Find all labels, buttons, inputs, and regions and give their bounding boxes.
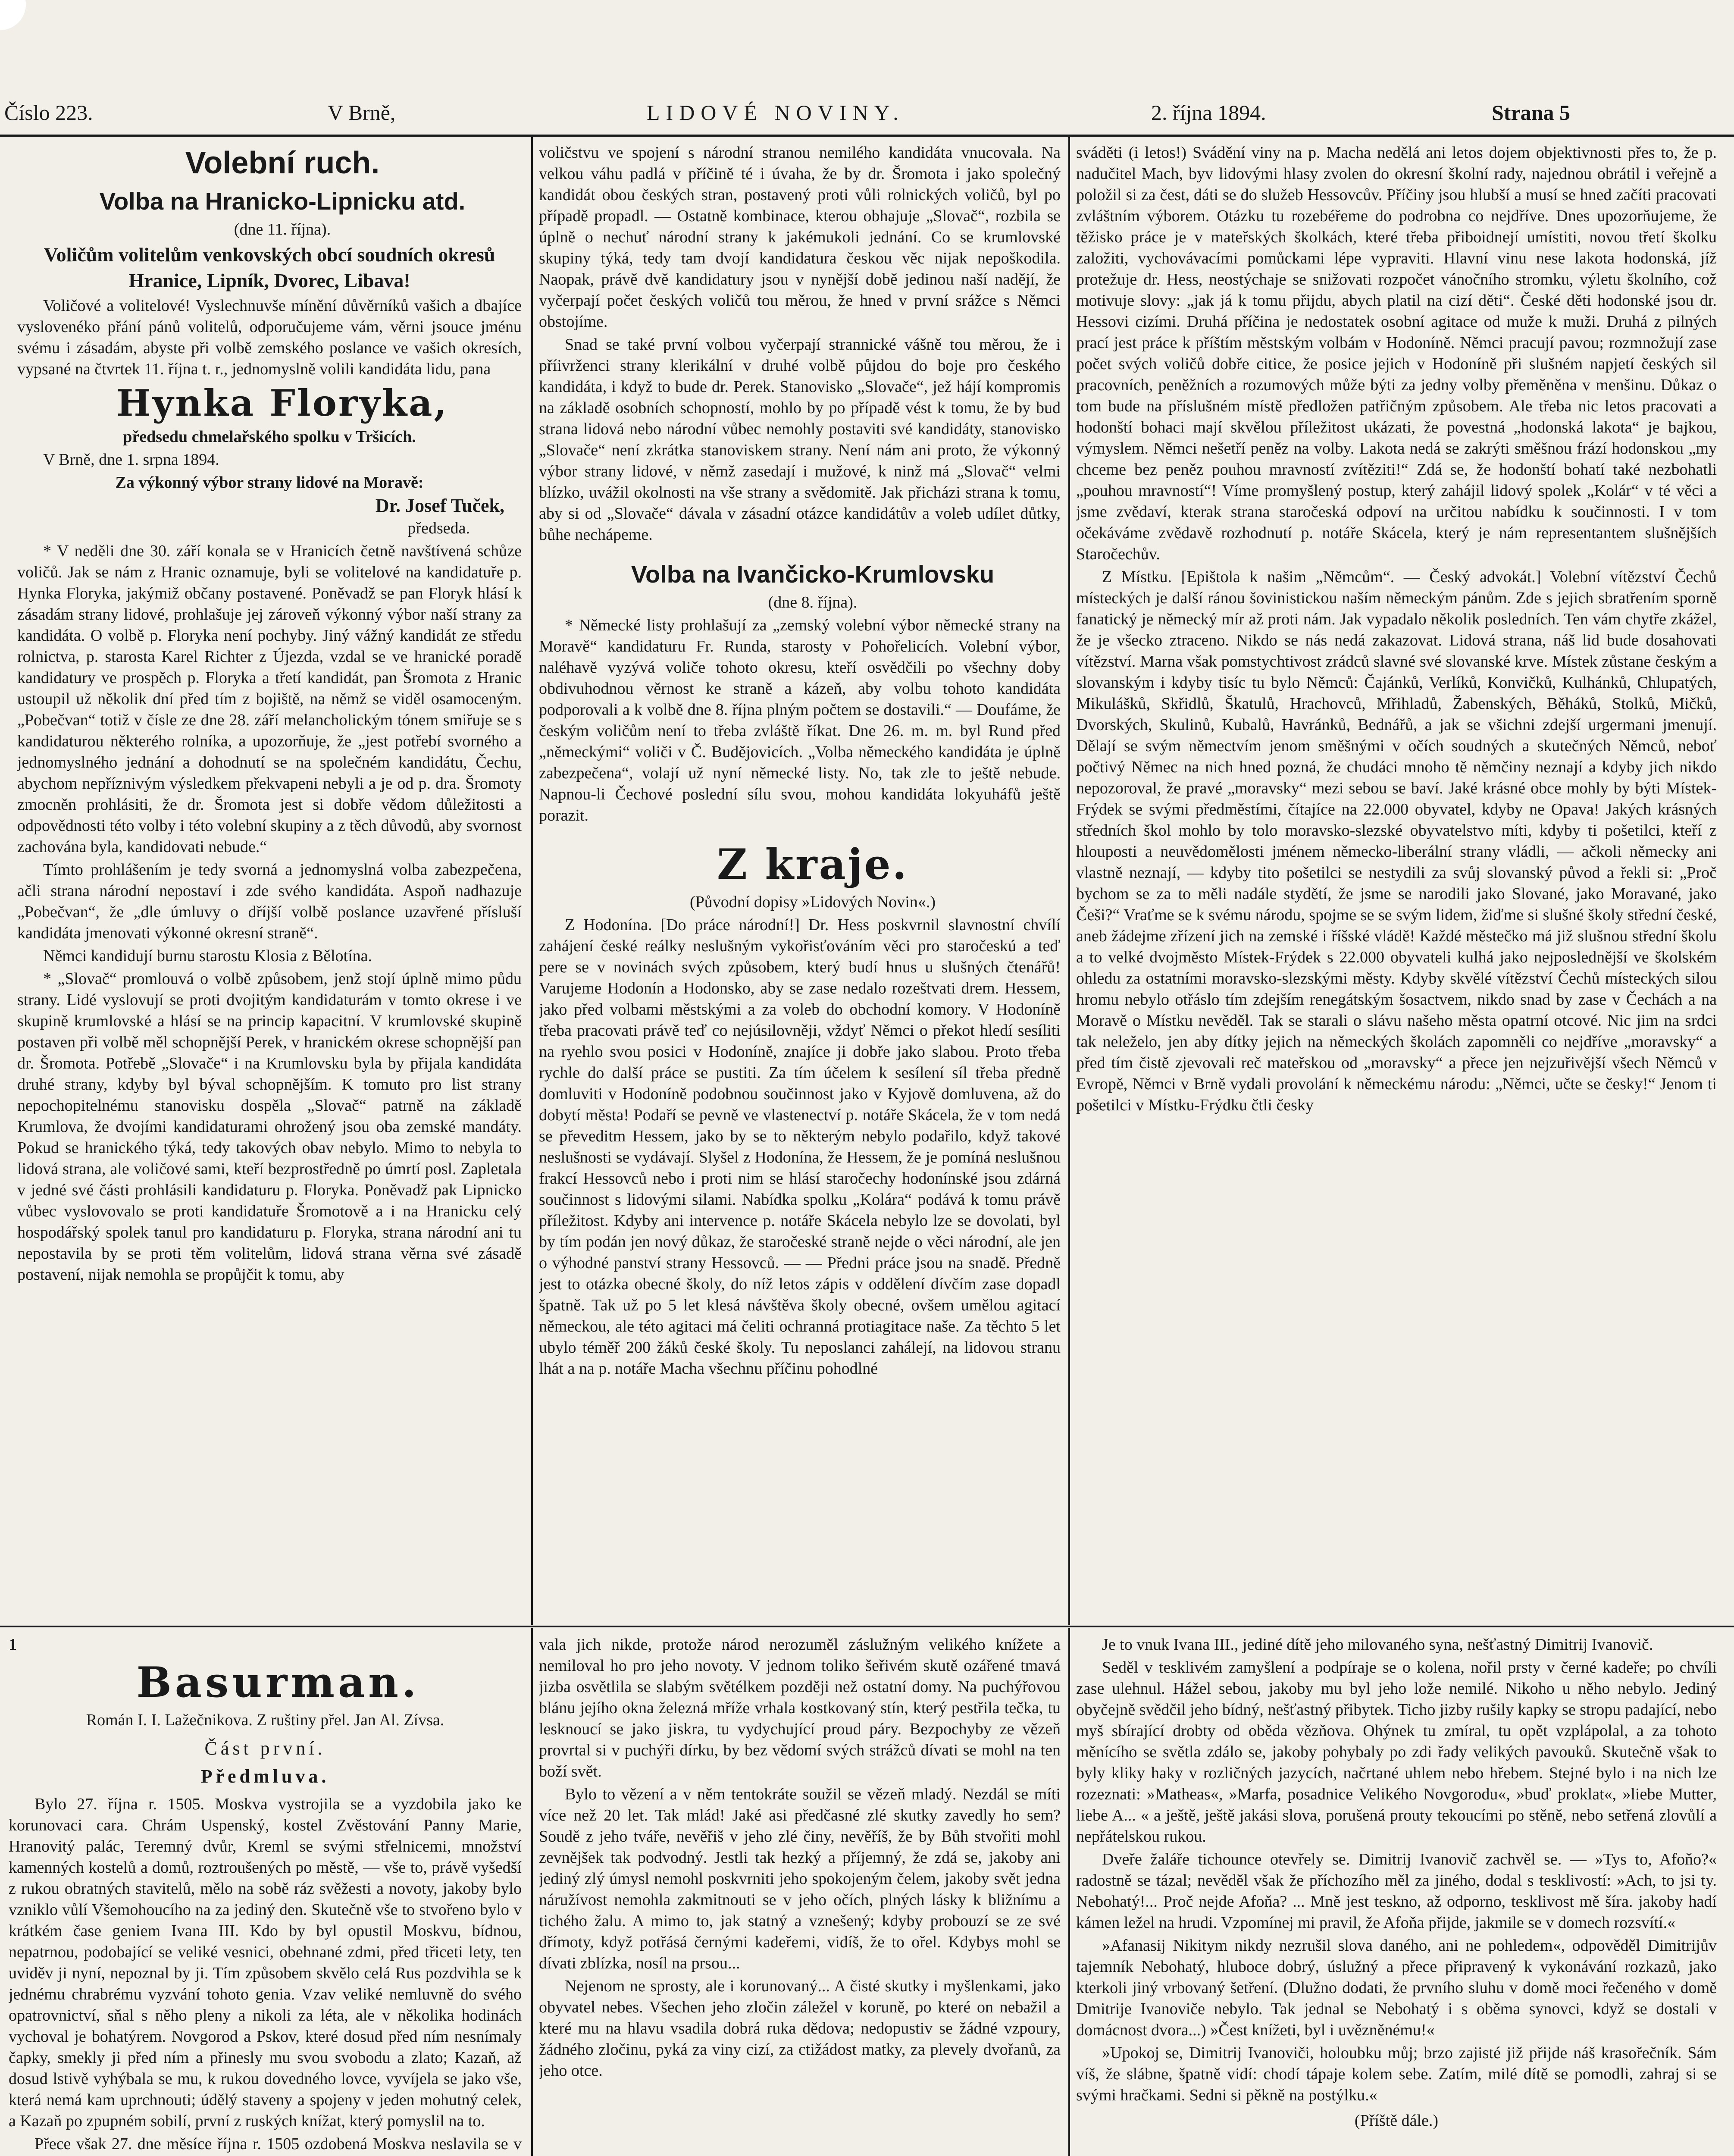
candidate-name: Hynka Floryka, (116, 382, 448, 424)
paragraph: Je to vnuk Ivana III., jediné dítě jeho milovaného syna, nešťastný Dimitrij Ivanovič. (1102, 1636, 1653, 1654)
continued-note: (Příště dále.) (1354, 2112, 1439, 2130)
header-date: 2. října 1894. (1151, 100, 1266, 125)
signer-name: Dr. Josef Tuček, (375, 495, 504, 516)
paragraph: Dveře žaláře tichounce otevřely se. Dimitrij Ivanovič zachvěl se. — »Tys to, Afoňo?« radostně se tázal; nevěděl však že příchozího měl za jiného, dodal s tesklivostí: »Ach, to jsi ty. Nebohatý!... Proč nejde Afoňa? ... Mně jest teskno, až odporno, tesklivost mě šíra. jakoby hadí kámen ležel na hrudi. Vzpomínej mi pravil, že Afoňa přijde, jakmile se v domech rozsvítí.« (1076, 1850, 1717, 1932)
paragraph: * „Slovač“ promlouvá o volbě způsobem, jenž stojí úplně mimo půdu strany. Lidé vyslovují se proti dvojitým kandidaturám v tomto okrese i ve skupině krumlovské a hlásí se na princip kapacitní. V krumlovské skupině postaven při volbě měl schopnější Perek, v hranickém okrese schopnější pan dr. Šromota. Potřebě „Slovače“ i na Krumlovsku byla by přijala kandidáta druhé strany, kdyby byl býval schopnějším. K tomuto pro list strany nepochopitelnému stanovisku dospěla „Slovač“ patrně na základě Krumlova, že dvojími kandidaturami ohrožený jsou oba zemské mandáty. Pokud se hranického týká, tedy takových obav nebylo. Mimo to nebyla to lidová strana, ale voličové sami, kteří bezprostředně po úmrtí posl. Zapletala v jedné své části prohlásili kandidaturu p. Floryka. Poněvadž pak Lipnicko vůbec vyslovovalo se proti kandidatuře Šromotově a i na Hranicku celý hospodářský spolek tanul pro kandidaturu p. Floryka, strana národní ani tu nepostavila by se proti těm volitelům, lidová strana věrna své zásadě postavení, nijak nemohla se propůjčit k tomu, aby (17, 970, 522, 1284)
signer-role: předseda. (407, 519, 470, 537)
paragraph: voličstvu ve spojení s národní stranou nemilého kandidáta vnucovala. Na velkou váhu padlá v příčině té i úvaha, že by dr. Šromota i jako společný kandidát obou českých stran, postavený proti vůli rolnických voličů, byl po případě propadl. — Ostatně kombinace, kterou obhajuje „Slovač“, rozbila se úplně o nechuť národní strany k jakémukoli jednání. Co se krumlovské skupiny týká, tedy tam dvojí kandidatura českou věc nijak nepoškodila. Naopak, právě dvě kandidatury jsou v nynější době jedinou naší nadějí, že vyčerpají počet českých voličů tou měrou, že hned v první srážce s Němci obstojíme. (539, 144, 1061, 331)
prologue-heading: Předmluva. (200, 1766, 330, 1787)
page-number: Strana 5 (1492, 100, 1570, 125)
masthead: LIDOVÉ NOVINY. (647, 100, 905, 125)
column-2 (539, 142, 1061, 1621)
article-subtitle: Volba na Hranicko-Lipnicku atd. (99, 188, 466, 215)
paragraph: Přece však 27. dne měsíce října r. 1505 ozdobená Moskva neslavila se v (34, 2135, 522, 2153)
paragraph: sváděti (i letos!) Svádění viny na p. Macha nedělá ani letos dojem objektivnosti přes to, že p. nadučitel Mach, byv lidovými hlasy zvolen do okresní školní rady, najednou obrátil i veřejně a položil si za čest, dáti se do služeb Hessovcův. Příčiny jsou hlubší a musí se hned začíti pracovati zvláštním výborem. Otázku tu rozebéřeme do podrobna co nejdříve. Dnes upozorňujeme, že těžisko práce je v mateřských školkách, které třeba přiboidnejí umístiti, novou třetí školku založiti, vychovávacími pomůckami lépe vypraviti. Hlavní vinu nese lakota hodonská, jíž protežuje dr. Hess, neostýchaje se snižovati rozpočet vánočního stromku, výletu školního, což motivuje slovy: „jak já k tomu přijdu, abych platil na cizí děti“. České děti hodonské jsou dr. Hessovi cizími. Druhá příčina je nedostatek osobní agitace od muže k muži. Druhá z pilných prací jest práce k příštím městským volbám v Hodoníně. Němci pracují pavou; rozmnožují zase počet svých voličů dobře citice, že posice jejich v Hodoníně při slušném napjetí českých sil pracovních, peněžních a rozumových může býti za jedny volby přeměněna v menšinu. Důkaz o tom bude na příslušném místě předložen patřičným způsobem. Ale třeba nic letos pracovati a hodonští bohaci mají skvělou příležitost ukázati, že povestná „hodonská lakota“ je bajkou, výmyslem. Němci nešetří peněz na volby. Lakota nedá se zakrýti směšnou frází hodonskou „my chceme bez peněz pouhou mravností zvítěziti!“ Zdá se, že hodonští bohatí také nezbohatli „pouhou mravností“! Víme promyšlený postup, který zahájil lidový spolek „Kolár“ v té věci a jsme zvědaví, kterak strana staročeská odpoví na určitou nabídku k součinnosti. I v tom očekáváme zvědavě rozhodnutí p. notáře Skácela, který je nám representantem slušnějších Staročechův. (1076, 144, 1717, 563)
paragraph: »Upokoj se, Dimitrij Ivanoviči, holoubku můj; brzo zajisté již přijde náš krasořečník. Sám víš, že slábne, špatně vidí: chodí tápaje kolem sebe. Zatím, milé dítě se pomodli, zahraj si se svými hračkami. Sedni si pěkně na postýlku.« (1076, 2044, 1717, 2104)
paragraph: »Afanasij Nikitym nikdy nezrušil slova daného, ani ne pohledem«, odpověděl Dimitrijův tajemník Nebohatý, hluboce dobrý, úslužný a přece připravený k vykonávání rozkazů, jako kterkoli jiný vrbovaný šetření. (Dlužno dodati, že prvního sluhu v domě moci řečeného v domě Dmitrije Ivanoviče nebylo. Tak jednal se Nebohatý i s oběma synovci, když se dostali v domácnost dvora...) »Čest knížeti, byl i uvězněnému!« (1076, 1937, 1717, 2039)
novel-title: Basurman. (136, 1658, 420, 1707)
issue-number: Číslo 223. (4, 100, 93, 125)
column-rule (1068, 137, 1070, 1625)
paragraph: * Německé listy prohlašují za „zemský volební výbor německé strany na Moravě“ kandidaturu Fr. Runda, starosty v Pohořelicích. Volební výbor, naléhavě vyzývá voliče tohoto okresu, kteří osvědčili po všechny doby obdivuhodnou věrnost ke straně a kázeň, aby volbu tohoto kandidáta podporovali a k volbě dne 8. října plným počtem se dostavili.“ — Doufáme, že českým voličům není to třeba zvláště říkat. Dne 26. m. m. byl Rund před „německými“ voliči v Č. Budějovicích. „Volba německého kandidáta je úplně zabezpečena“, volají už nyní německé listy. No, tak zle to ještě nebude. Napnou-li Čechové poslední sílu svou, mohou kandidáta lokyuháfů ještě porazit. (539, 616, 1061, 824)
paragraph: Seděl v tesklivém zamyšlení a podpíraje se o kolena, nořil prsty v černé kadeře; po chvíli zase ulehnul. Hážel sebou, jakoby mu byl jeho lože nemilé. Nikoho u něho nebylo. Jediný obyčejně svědčil jeho bídný, nešťastný přibytek. Ticho jizby rušily kapky se stropu padající, nebo myš sbírající drobty od oběda vězňova. Ohýnek tu zmíral, tu opět vzplápolal, a za tohoto měnícího se světla zdálo se, jakoby pohybaly po zdi řady velikých pavouků. Skutečně však to byly kliky haky v rozličných jazycích, načrtané uhlem nebo hřebem. Stejné bylo i na nich lze rozeznati: »Matheas«, »Marfa, posadnice Velikého Novgorodu«, »buď proklat«, »liebe Mutter, liebe A... « a ještě, ještě jakási slova, porušená prouty tekoucími po stěně, nebo setřená zlovůlí a nepřátelskou rukou. (1076, 1658, 1717, 1846)
header-city: V Brně, (328, 100, 396, 125)
paragraph: Němci kandidují burnu starostu Klosia z Bělotína. (43, 947, 372, 965)
feuilleton-column-1 (9, 1634, 522, 2156)
place-date: V Brně, dne 1. srpna 1894. (43, 451, 219, 469)
column-1 (17, 142, 522, 1621)
feuilleton-rule (0, 1626, 1734, 1627)
page-header (0, 96, 1734, 130)
section-title-z-kraje: Z kraje. (717, 840, 909, 889)
section-subtitle: (Původní dopisy »Lidových Novin«.) (690, 893, 936, 911)
column-rule (1068, 1628, 1070, 2156)
paragraph: Snad se také první volbou vyčerpají strannické vášně tou měrou, že i příivrženci strany klerikální v druhé volbě půjdou do boje pro českého kandidáta, i když to bude dr. Perek. Stanovisko „Slovače“, jež hájí kompromis na základě osobních schopností, mohlo by po případě vést k tomu, že by bud strana lidová nebo národní vůbec nemohly postaviti své kandidáty, stanovisko „Slovače“ není zkrátka stanoviskem strany. Není nám ani proto, že výkonný výbor strany lidové, v němž zasedají i mužové, k ninž má „Slovač“ velmi blízko, uvážil okolnosti na vše strany a svědomitě. Jak přicházi strana k tomu, aby si od „Slovače“ dávala v zásadní otázce kandidátův a voleb udílet důtky, bůhe nechápeme. (539, 335, 1061, 544)
paragraph: Nejenom ne sprosty, ale i korunovaný... A čisté skutky i myšlenkami, jako obyvatel nebes. Všechen jeho zločin záležel v koruně, po které on nebažil a které mu na hlavu vsadila dobrá ruka dědova; nedopustiv se žádné vzpoury, žádného zločinu, pyká za viny cizí, za ctižádost matky, za plevely dvořanů, za jeho otce. (539, 1977, 1061, 2080)
header-rule (0, 135, 1734, 137)
paragraph: Tímto prohlášením je tedy svorná a jednomyslná volba zabezpečena, ačli strana národní nepostaví i zde svého kandidáta. Aspoň nadhazuje „Pobečvan“, že „dle úmluvy o dříjší volbě poslance uzavřené přísluší kandidáta jmenovati výkonné okresní straně“. (17, 861, 522, 942)
paragraph: * V neděli dne 30. září konala se v Hranicích četně navštívená schůze voličů. Jak se nám z Hranic oznamuje, byli se volitelové na kandidatuře p. Hynka Floryka, jakýmiž občany postavené. Poněvadž se pan Floryk hlásí k zásadám strany lidové, prohlašuje jej zároveň výkonný výbor naší strany za kandidáta. O volbě p. Floryka není pochyby. Jiný vážný kandidát ze středu rolnictva, p. starosta Karel Richter z Újezda, vzdal se ve hranické poradě kandidatury ve prospěch p. Floryka a třetí kandidát, pan Šromota z Hranic ustoupil už několik dní před tím z bojiště, na němž se viděl osamoceným. „Pobečvan“ totiž v čísle ze dne 28. září melancholickým tónem smiřuje se s kandidaturou některého rolníka, a upozorňuje, že „jest potřebí svorného a jednomyslného jednání a dohodnutí se na společném kandidátu, Čechu, abychom nepříznivým výsledkem překvapeni nebyli a je od p. dra. Šromoty zmocněn prohlásiti, že dr. Šromota jest si dobře vědom důležitosti a odpovědnosti této volby i této volební skupiny a z těch důvodů, aby svornost zachována byla, kandidovati nebude.“ (17, 542, 522, 856)
column-3 (1076, 142, 1717, 1621)
paragraph: Bylo to vězení a v něm tentokráte soužil se vězeň mladý. Nezdál se míti více než 20 let. Tak mlád! Jaké asi předčasné zlé skutky zavedly ho sem? Soudě z jeho tváře, nevěřiš v jeho zlé činy, nevěříš, že by Bůh stvořiti mohl zevnějšek tak podvodný. Jestli tak hezký a příjemný, že zdá se, jakoby ani jediný zlý úmysl nemohl poskvrniti jeho spokojeným čelem, jakoby svět jedna náružívost nemohla zakmitnouti se v jeho očích, plných lásky k bližnímu a tichého žalu. A mimo to, jak statný a vznešený; kdyby probouzí se ze své dřímoty, když potřásá černými kadeřemi, vidíš, že to ořel. Kdybys mohl se dívati zblízka, nosíl na prsou... (539, 1785, 1061, 1972)
feuilleton-column-3 (1076, 1634, 1717, 2156)
paragraph: vala jich nikde, protože národ nerozuměl záslužným velikého knížete a nemiloval ho pro jeho novoty. V jednom toliko šeřivém skutě ozářené tmavá jizba osvětlila se slabým světélkem později než ostatní domy. Na puchýřovou blánu jejího okna železná mříže vrhala kostkovaný stín, který pestřila tečka, tu lesknoucí se jako jiskra, tu vydychující proud páry. Bezpochyby ze vězeň provrtal si v puchýři dírku, by bez vědomí svých strážců dívati se mohl na ten boží svět. (539, 1636, 1061, 1780)
paragraph: Bylo 27. října r. 1505. Moskva vystrojila se a vyzdobila jako ke korunovaci cara. Chrám Uspenský, kostel Zvěstování Panny Marie, Hranovitý palác, Teremný dvůr, Kreml se svými střelnicemi, množství kamenných kostelů a domů, roztroušených po městě, — vše to, právě vyšedší z rukou obratných stavitelů, mělo na sobě ráz svěžesti a novoty, jakoby bylo vzniklo vůlí Všemohoucího na za jediný den. Skutečně vše to stvořeno bylo v krátkém čase geniem Ivana III. Kdo by byl opustil Moskvu, bídnou, nepatrnou, podobající se veliké vesnici, obehnané zdmi, před třiceti lety, ten uviděv ji nyní, nepoznal by ji. Tím způsobem skvělo celá Rus pozdvihla se k jednému chrabrému vyzvání tohoto genia. Vzav veliké nemluvně do svého opatrovnictví, sňal s něho pleny a nikoli za léta, ale v několika hodinách vychoval je bohatýrem. Novgorod a Pskov, které dosud před ním nesnímaly čapky, smekly ji před ním a přinesly mu svou svobodu a zlato; Kazaň, až dosud lstivě vyhýbala se mu, k rukou dovedného lovce, vyvíjela se jako vše, která nemá kam uprchnouti; údělý staveny a spojeny v jeden mohutný celek, a Kazaň po zpupném sobilí, první z ruských knížat, který pomyslil na to. (9, 1795, 522, 2130)
novel-byline: Román I. I. Lažečnikova. Z ruštiny přel. Jan Al. Zívsa. (86, 1711, 444, 1729)
candidate-role: předsedu chmelařského spolku v Tršicích. (123, 428, 416, 446)
roman-number: 1 (9, 1636, 17, 1654)
address-heading: Voličům volitelům venkovských obcí soudních okresů Hranice, Lipník, Dvorec, Libava! (44, 244, 495, 291)
paragraph: Z Hodonína. [Do práce národní!] Dr. Hess poskvrnil slavnostní chvílí zahájení české reálky neslušným vykořisťováním věci pro staročeskú a teď pere se v novinách svých způsobem, který budí hnus u slušných čtenářů! Varujeme Hodonín a Hodonsko, aby se zase nedalo rozeštvati drem. Hessem, jako před volbami městskými a za voleb do obchodní komory. V Hodoníně třeba pracovati právě teď co nejúsilovněji, vždyť Němci o překot hledí sesíliti na ryehlo svou posici v Hodoníně, znajíce ji dobře jako slabou. Proto třeba rychle do další práce se pustiti. Za tím účelem k sesílení síl třeba předně domluviti v Hodoníně podobnou součinnost jako v Kyjově domluvena, až do dobytí města! Podaří se pevně ve vlastenectví p. notáře Skácela, že v tom nedá se převeditm Hessem, jako by se to některým nebylo podařilo, když takové neslušnosti se vydávají. Slyšel z Hodonína, že Hessem, že je pomíná neslušnou frakcí Hessovců nebo i proti nim se hlásí staročechy hodonínské jsou zdárná součinnost s lidovými silami. Nabídka spolku „Kolára“ podává k tomu právě příležitost. Kdyby ani intervence p. notáře Skácela nebylo lze se dovolati, byl by tím podán jen nový důkaz, že staročeské straně nejde o věci národní, ale jen o výhodné panství strany Hessovců. — — Předni práce jsou na snadě. Předně jest to otázka obecné školy, do níž letos zápis v oddělení dívčím zase dopadl špatně. Tak už po 5 let klesá návštěva školy obecné, ovšem umělou agitací německou, ale této agitaci má čeliti ochranná protiagitace naše. Za těchto 5 let ubylo téměř 200 žáků české školy. Tu neposlanci zahálejí, na lidovou stranu lhát a na p. notáře Macha všechnu příčinu pohodlné (539, 916, 1061, 1378)
article-date-2: (dne 8. října). (768, 593, 858, 611)
article-title-2: Volba na Ivančicko-Krumlovsku (631, 561, 995, 588)
column-rule (531, 137, 533, 1625)
article-title: Volební ruch. (185, 146, 380, 180)
feuilleton-column-2 (539, 1634, 1061, 2156)
part-heading: Část první. (204, 1738, 326, 1759)
article-date: (dne 11. října). (234, 220, 331, 238)
column-rule (531, 1628, 533, 2156)
paper-hole (0, 0, 26, 30)
paragraph: Voličové a volitelové! Vyslechnuvše mínění důvěrníků vašich a dbajíce vyslovenéko přání pánů volitelů, odporučujeme vám, věrni jsouce jménu svému i zásadám, abyste při volbě zemského poslance ve vašich okresích, vypsané na čtvrtek 11. října t. r., jednomyslně volili kandidáta lidu, pana (17, 297, 522, 378)
committee-line: Za výkonný výbor strany lidové na Moravě: (115, 473, 424, 492)
paragraph: Z Místku. [Epištola k našim „Němcům“. — Český advokát.] Volební vítězství Čechů místeckých je další ránou šovinistickou naším německým pánům. Zde s jejich sbratřením sporně fanatický je německý mír až proti nám. Jak vypadalo několik posledních. Ten vám chytře zkážel, že je všecko ztraceno. Nikdo se nás nedá zakazovat. Lidová strana, náš lid bude dosahovati vítězství. Marna však pomstychtivost zrádců slavné své slovanské krve. Místek zůstane českým a slovanským i kdyby tisíc tu bylo Němců: Čajánků, Verlíků, Konvičků, Kulhánků, Chlupatých, Mikulášků, Skřidlů, Škatulů, Hrachovců, Mřihladů, Žabenských, Běháků, Stolků, Mičků, Dvorských, Skulinů, Kubalů, Havránků, Bednářů, a jak se všichni zdejší urgermani jmenují. Dělají se svým němectvím jenom směšnými v očích soudných a skutečných Němců, neboť počtivý Němec na nich hned pozná, že chudáci mnoho tě němčiny neznají a kdyby jich nikdo nepozoroval, že pravé „moravsky“ mezi sebou se baví. Jaké krásné obce mohly by býti Místek-Frýdek se svými předměstími, čítajíce na 22.000 obyvatel, kdyby ne Opava! Jakých krásných středních škol mohlo by tolo moravsko-slezské obyvatelstvo míti, kdyby ti pošetilci, kteří z hlouposti a neuvědomělosti jménem německo-liberální strany vládli, — ačkoli německy ani vlastně neznají, — kdyby tito pošetilci se nestydili za svůj slovanský původ a řekli si: „Proč bychom se za to měli nadále stydětí, že jsme se narodili jako Slované, jako Moravané, jako Češi?“ Vraťme se k svému národu, spojme se se svým lidem, žiďme si slušné školy střední české, aneb žádejme zřízení jich na zemské i říšské vládě! Každé městečko má již slušnou střední školu a to velké dvojměsto Místek-Frýdek s 22.000 obyvateli kulhá jako nejposlednější ve školském ohledu za ostatními moravsko-slezskými městy. Kdyby skvělé vítězství Čechů místeckých silou hromu nebylo otřáslo tím zdejším renegátským šosactvem, nikdo snad by zase v Čechách a na Moravě o Místku nevěděl. Tak se starali o slávu našeho města opatrní otcové. Nic jim na srdci tak neleželo, jen aby dítky jejich na německých školách zapomněli co nejdříve „moravsky“ a před tím čistě zjevovali reč mateřskou od „moravsky“ a přece jen nejzuřivější všech Němců v Evropě, Němci v Brně vydali provolání k německému národu: „Němci, učte se česky!“ Jenom ti pošetilci v Místku-Frýdku čtli česky (1076, 568, 1717, 1114)
